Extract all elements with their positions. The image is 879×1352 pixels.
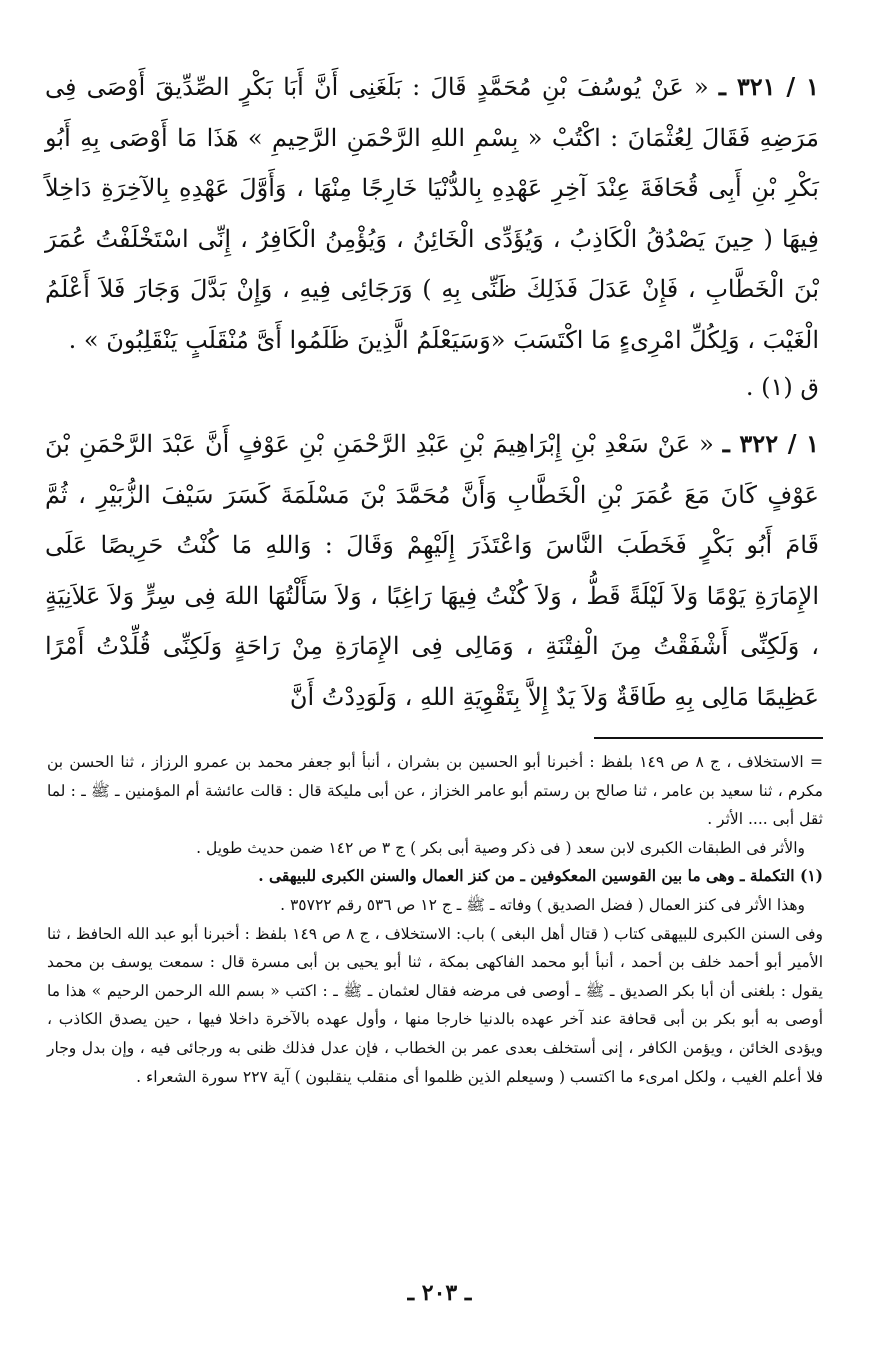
hadith-entry	[45, 419, 819, 722]
footnotes	[47, 748, 823, 1091]
footnote-separator	[594, 737, 823, 739]
hadith-source: ق (١) .	[745, 373, 819, 401]
footnote-paragraph: والأثر فى الطبقات الكبرى لابن سعد ( فى ذكر وصية أبى بكر ) ج ٣ ص ١٤٢ ضمن حديث طويل .	[196, 838, 805, 857]
hadith-number: ١ / ٣٢٢ ـ	[722, 429, 819, 458]
paragraph-spacer	[45, 409, 819, 419]
hadith-entry	[45, 62, 819, 365]
footnote-paragraph: وفى السنن الكبرى للبيهقى كتاب ( قتال أهل البغى ) باب: الاستخلاف ، ج ٨ ص ١٤٩ بلفظ : أخبرنا أبو عبد الله الحافظ ، ثنا الأمير أبو أحمد خلف بن أحمد ، أنبأ أبو محمد الفاكهى بمكة ، ثنا أبو يحيى بن أبى مسرة قال : سمعت يوسف بن محمد يقول : بلغنى أن أبا بكر الصديق ـ ﷺ ـ أوصى فى مرضه فقال لعثمان ـ ﷺ ـ : اكتب « بسم الله الرحمن الرحيم » هذا ما أوصى به أبو بكر بن أبى قحافة عند آخر عهده بالدنيا خارجا منها ، وأول عهده بالآخرة داخلا فيها ، حين يصدق الكاذب ، ويؤدى الخائن ، ويؤمن الكافر ، إنى أستخلف بعدى عمر بن الخطاب ، فإن عدل فذلك ظنى به ورجائى فيه ، وإن بدل وجار فلا أعلم الغيب ، ولكل امرىء ما اكتسب ( وسيعلم الذين ظلموا أى منقلب ينقلبون ) آية ٢٢٧ سورة الشعراء .	[47, 924, 823, 1086]
hadith-number: ١ / ٣٢١ ـ	[718, 72, 819, 101]
hadith-text: « عَنْ يُوسُفَ بْنِ مُحَمَّدٍ قَالَ : بَلَغَنِى أَنَّ أَبَا بَكْرٍ الصِّدِّيقَ أَوْصَى فِى مَرَضِهِ فَقَالَ لِعُثْمَانَ : اكْتُبْ « بِسْمِ اللهِ الرَّحْمَنِ الرَّحِيمِ » هَذَا مَا أَوْصَى بِهِ أَبُو بَكْرِ بْنِ أَبِى قُحَافَةَ عِنْدَ آخِرِ عَهْدِهِ بِالدُّنْيَا خَارِجًا مِنْهَا ، وَأَوَّلَ عَهْدِهِ بِالآخِرَةِ دَاخِلاً فِيهَا ( حِينَ يَصْدُقُ الْكَاذِبُ ، وَيُؤَدِّى الْخَائِنُ ، وَيُؤْمِنُ الْكَافِرُ ، إِنِّى اسْتَخْلَفْتُ عُمَرَ بْنَ الْخَطَّابِ ، فَإِنْ عَدَلَ فَذَلِكَ ظَنِّى بِهِ ) وَرَجَائِى فِيهِ ، وَإِنْ بَدَّلَ وَجَارَ فَلاَ أَعْلَمُ الْغَيْبَ ، وَلِكُلِّ امْرِىءٍ مَا اكْتَسَبَ «وَسَيَعْلَمُ الَّذِينَ ظَلَمُوا أَىَّ مُنْقَلَبٍ يَنْقَلِبُونَ » .	[45, 73, 820, 354]
page-number: ـ ٢٠٣ ـ	[407, 1280, 472, 1306]
footnote-paragraph: وهذا الأثر فى كنز العمال ( فضل الصديق ) وفاته ـ ﷺ ـ ج ١٢ ص ٥٣٦ رقم ٣٥٧٢٢ .	[280, 895, 805, 914]
main-text	[45, 62, 819, 722]
footnote-1: (١) التكملة ـ وهى ما بين القوسين المعكوفين ـ من كنز العمال والسنن الكبرى للبيهقى .	[258, 866, 823, 886]
hadith-text: « عَنْ سَعْدِ بْنِ إِبْرَاهِيمَ بْنِ عَبْدِ الرَّحْمَنِ بْنِ عَوْفٍ أَنَّ عَبْدَ الرَّحْمَنِ بْنَ عَوْفٍ كَانَ مَعَ عُمَرَ بْنِ الْخَطَّابِ وَأَنَّ مُحَمَّدَ بْنَ مَسْلَمَةَ كَسَرَ سَيْفَ الزُّبَيْرِ ، ثُمَّ قَامَ أَبُو بَكْرٍ فَخَطَبَ النَّاسَ وَاعْتَذَرَ إِلَيْهِمْ وَقَالَ : وَاللهِ مَا كُنْتُ حَرِيصًا عَلَى الإِمَارَةِ يَوْمًا وَلاَ لَيْلَةً قَطُّ ، وَلاَ كُنْتُ فِيهَا رَاغِبًا ، وَلاَ سَأَلْتُهَا اللهَ فِى سِرٍّ وَلاَ عَلاَنِيَةٍ ، وَلَكِنِّى أَشْفَقْتُ مِنَ الْفِتْنَةِ ، وَمَالِى فِى الإِمَارَةِ مِنْ رَاحَةٍ وَلَكِنِّى قُلِّدْتُ أَمْرًا عَظِيمًا مَالِى بِهِ طَاقَةٌ وَلاَ يَدٌ إِلاَّ بِتَقْوِيَةِ اللهِ ، وَلَوَدِدْتُ أَنَّ	[45, 430, 820, 711]
footnote-continuation: = الاستخلاف ، ج ٨ ص ١٤٩ بلفظ : أخبرنا أبو الحسين بن بشران ، أنبأ أبو جعفر محمد بن عمرو الرزاز ، ثنا الحسن بن مكرم ، ثنا سعيد بن عامر ، ثنا صالح بن رستم أبو عامر الخزاز ، عن أبى مليكة قال : قالت عائشة أم المؤمنين ـ ﷺ ـ : لما ثقل أبى .... الأثر .	[47, 753, 823, 829]
